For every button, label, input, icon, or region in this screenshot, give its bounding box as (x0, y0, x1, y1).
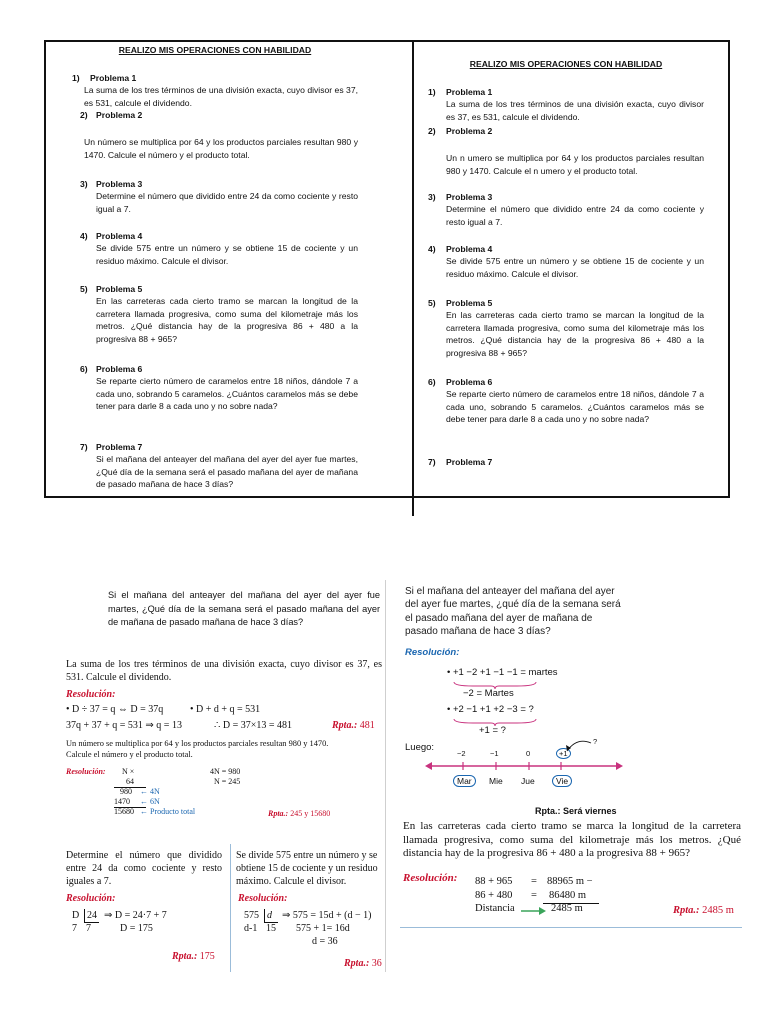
worksheet-right-column (428, 58, 704, 478)
problem-number: 5) (80, 284, 88, 294)
problem-title: Problema 6 (446, 377, 493, 387)
rpta-value: 175 (199, 951, 215, 962)
equation-row (66, 701, 382, 717)
problem-number: 4) (428, 244, 436, 254)
rpta-label: Rpta.: (344, 958, 370, 969)
equation: 4N = 980 (210, 767, 241, 776)
equation: • +2 −1 +1 +2 −3 = ? (447, 704, 534, 715)
problem-text: Determine el número que dividido entre 24 da como cociente y resto iguales a 7. (66, 850, 222, 887)
equation: • D + d + q = 531 (190, 704, 261, 715)
rpta (332, 719, 375, 732)
problem-text: Un número se multiplica por 64 y los productos parciales resultan 980 y 1470. Calcule el número y el producto total. (66, 739, 329, 759)
rpta-label: Rpta.: (332, 720, 358, 731)
problem-text: En las carreteras cada cierto tramo se marcan la longitud de la carretera llamada progresiva, como suma del kilometraje más los metros. ¿Qué distancia hay de la progresiva 86 + 480 a la progresiva 88 + 965? (446, 310, 704, 358)
problem-number: 7) (428, 457, 436, 467)
equation: 575 + 1= 16d (296, 923, 350, 934)
problem-title: Problema 7 (446, 457, 493, 467)
problem-number: 6) (80, 364, 88, 374)
problem-text: Si el mañana del anteayer del mañana del ayer del ayer fue martes, ¿Qué día de la semana será el pasado mañana del ayer de mañana de pasado mañana de hace 3 días? (96, 454, 358, 489)
calc-cell: Distancia (475, 903, 515, 914)
calc-cell: 86 + 480 (475, 890, 513, 901)
scan-column-divider (230, 844, 231, 972)
day-label: Vie (552, 775, 572, 787)
rpta (673, 904, 734, 918)
problem-text: La suma de los tres términos de una división exacta, cuyo divisor es 37, es 531. Calcule el dividendo. (66, 659, 382, 683)
division-remainder: 7 (72, 923, 77, 934)
scan-right-problem-5 (403, 820, 741, 930)
problem-number: 3) (428, 192, 436, 202)
problem-text: En las carreteras cada cierto tramo se marca la longitud de la carretera llamada progresiva, como suma del kilometraje más los metros. ¿Qué distancia hay de la progresiva 86 + 480 a la progresiva 88 + 965? (403, 820, 741, 860)
worksheet-title: REALIZO MIS OPERACIONES CON HABILIDAD (469, 59, 663, 69)
day-label: Mar (453, 775, 476, 787)
problem-text: La suma de los tres términos de una división exacta, cuyo divisor es 37, es 531, calcule el dividendo. (84, 85, 358, 108)
problem-text: Se divide 575 entre un número y se obtiene 15 de cociente y un residuo máximo. Calcule el divisor. (236, 850, 378, 887)
problem-title: Problema 2 (446, 126, 493, 136)
problem-title: Problema 1 (446, 87, 493, 97)
calc-cell: = (531, 890, 537, 901)
tick-label: +1 (556, 748, 571, 759)
equation: d = 36 (312, 936, 338, 947)
resolucion-label: Resolución: (238, 893, 288, 904)
problem-number: 1) (72, 73, 80, 83)
problem-title: Problema 3 (96, 179, 143, 189)
division-quotient: 15 (266, 923, 276, 934)
tick-label: −1 (490, 749, 499, 758)
rpta-label: Rpta.: (172, 951, 198, 962)
problem-number: 2) (80, 110, 88, 120)
scan-problem-2 (66, 739, 382, 824)
problem-text: La suma de los tres términos de una división exacta, cuyo divisor es 37, es 531, calcule el dividendo. (446, 99, 704, 122)
problem-number: 1) (428, 87, 436, 97)
problem-title: Problema 5 (446, 298, 493, 308)
mult-row: 1470 (114, 797, 130, 806)
equation: ⇒ 575 = 15d + (d − 1) (282, 910, 372, 921)
equation: 37q + 37 + q = 531 ⇒ q = 13 (66, 720, 182, 731)
mult-note: ← Producto total (140, 807, 196, 816)
rpta (172, 950, 215, 963)
problem-text: Un número se multiplica por 64 y los productos parciales resultan 980 y 1470. Calcule el número y el producto total. (84, 137, 358, 160)
division-remainder: d-1 (244, 923, 258, 934)
problem-text: Un n umero se multiplica por 64 y los productos parciales resultan 980 y 1470. Calcule el n umero y el producto total. (446, 153, 704, 176)
column-divider (412, 42, 414, 516)
rpta (268, 809, 330, 820)
division-quotient: 7 (86, 923, 91, 934)
problem-title: Problema 4 (96, 231, 143, 241)
calc-cell: 88965 m − (547, 876, 593, 887)
resolucion-label: Resolución: (403, 872, 458, 884)
problem-title: Problema 1 (90, 73, 137, 83)
scan-divider (385, 580, 386, 972)
calc-cell: 2485 m (551, 903, 583, 914)
mult-row: 15680 (114, 807, 134, 816)
division-result: D = 175 (120, 923, 153, 934)
calc-cell: = (531, 876, 537, 887)
scan-problem-4 (236, 849, 384, 971)
problem-number: 7) (80, 442, 88, 452)
scan-problem-1 (66, 658, 382, 733)
rpta-label: Rpta.: (268, 809, 289, 818)
equation: • D ÷ 37 = q ⇔ D = 37q (66, 704, 164, 715)
problem-number: 4) (80, 231, 88, 241)
worksheet-title: REALIZO MIS OPERACIONES CON HABILIDAD (118, 45, 312, 55)
calc-cell: 88 + 965 (475, 876, 513, 887)
luego-label: Luego: (405, 742, 435, 753)
division-dividend: D (72, 910, 80, 921)
equation: ∴ D = 37×13 = 481 (214, 720, 293, 731)
problem-text: En las carreteras cada cierto tramo se marcan la longitud de la carretera llamada progresiva, como suma del kilometraje más los metros. ¿Qué distancia hay de la progresiva 86 + 480 a la progresiva 88 + 965? (96, 296, 358, 344)
day-label: Mie (489, 776, 503, 786)
worksheet-left-column (72, 44, 358, 494)
equation-result: −2 = Martes (463, 688, 514, 699)
rpta-value: 481 (359, 720, 375, 731)
rpta-value: 245 y 15680 (290, 809, 331, 818)
rpta-label: Rpta.: (673, 905, 700, 916)
arrow-icon (521, 907, 547, 915)
number-line (425, 758, 625, 774)
problem-title: Problema 7 (96, 442, 143, 452)
problem-title: Problema 6 (96, 364, 143, 374)
problem-number: 6) (428, 377, 436, 387)
mult-factor: 64 (126, 777, 134, 786)
equation: N = 245 (214, 777, 241, 786)
problem-title: Problema 3 (446, 192, 493, 202)
scan-right-problem-7 (405, 585, 741, 820)
division-dividend: 575 (244, 910, 259, 921)
division-divisor: 24 (84, 909, 99, 923)
scan-problem-7-text: Si el mañana del anteayer del mañana del ayer del ayer fue martes, ¿Qué día de la semana será el pasado mañana del ayer de mañana de pasado mañana de hace 3 días? (108, 590, 380, 627)
problem-number: 3) (80, 179, 88, 189)
resolucion-label: Resolución: (66, 767, 106, 776)
question-mark: ? (593, 737, 598, 746)
rpta (344, 957, 382, 970)
day-label: Jue (521, 776, 535, 786)
rpta-value: 2485 m (702, 905, 734, 916)
rpta-value: 36 (371, 958, 382, 969)
resolucion-label: Resolución: (405, 647, 460, 658)
division-result: ⇒ D = 24·7 + 7 (104, 910, 167, 921)
mult-note: ← 6N (140, 797, 160, 806)
problem-title: Problema 5 (96, 284, 143, 294)
problem-text: Se divide 575 entre un número y se obtiene 15 de cociente y un residuo máximo. Calcule el divisor. (96, 243, 358, 266)
problem-text: Determine el número que dividido entre 24 da como cociente y resto igual a 7. (96, 191, 358, 214)
equation-result: +1 = ? (479, 725, 506, 736)
calc-cell: 86480 m (549, 890, 587, 901)
problem-number: 5) (428, 298, 436, 308)
mult-note: ← 4N (140, 787, 160, 796)
resolucion-label: Resolución: (66, 893, 116, 904)
problem-title: Problema 2 (96, 110, 143, 120)
problem-text: Determine el número que dividido entre 24 da como cociente y resto igual a 7. (446, 204, 704, 227)
mult-top: N × (122, 767, 135, 776)
resolucion-label: Resolución: (66, 689, 116, 700)
equation-row (66, 717, 382, 733)
problem-text: Si el mañana del anteayer del mañana del ayer del ayer fue martes, ¿qué día de la semana será el pasado mañana del ayer de mañana de pasado mañana de hace 3 días? (405, 586, 621, 638)
division-divisor: d (264, 909, 278, 923)
problem-text: Se reparte cierto número de caramelos entre 18 niños, dándole 7 a cada uno, sobrando 5 caramelos. ¿Cuántos caramelos más se debe tener para darle 8 a cada uno y no sobre nada? (446, 389, 704, 424)
problem-text: Se divide 575 entre un número y se obtiene 15 de cociente y un residuo máximo. Calcule el divisor. (446, 256, 704, 279)
problem-number: 2) (428, 126, 436, 136)
problem-title: Problema 4 (446, 244, 493, 254)
equation: • +1 −2 +1 −1 −1 = martes (447, 667, 558, 678)
problem-text: Se reparte cierto número de caramelos entre 18 niños, dándole 7 a cada uno, sobrando 5 caramelos. ¿Cuántos caramelos más se debe tener para darle 8 a cada uno y no sobre nada? (96, 376, 358, 411)
scan-problem-3 (66, 849, 222, 965)
tick-label: −2 (457, 749, 466, 758)
mult-row: 980 (120, 787, 132, 796)
tick-label: 0 (526, 749, 531, 758)
scan-bottom-rule (400, 927, 742, 928)
rpta: Rpta.: Será viernes (535, 806, 617, 816)
